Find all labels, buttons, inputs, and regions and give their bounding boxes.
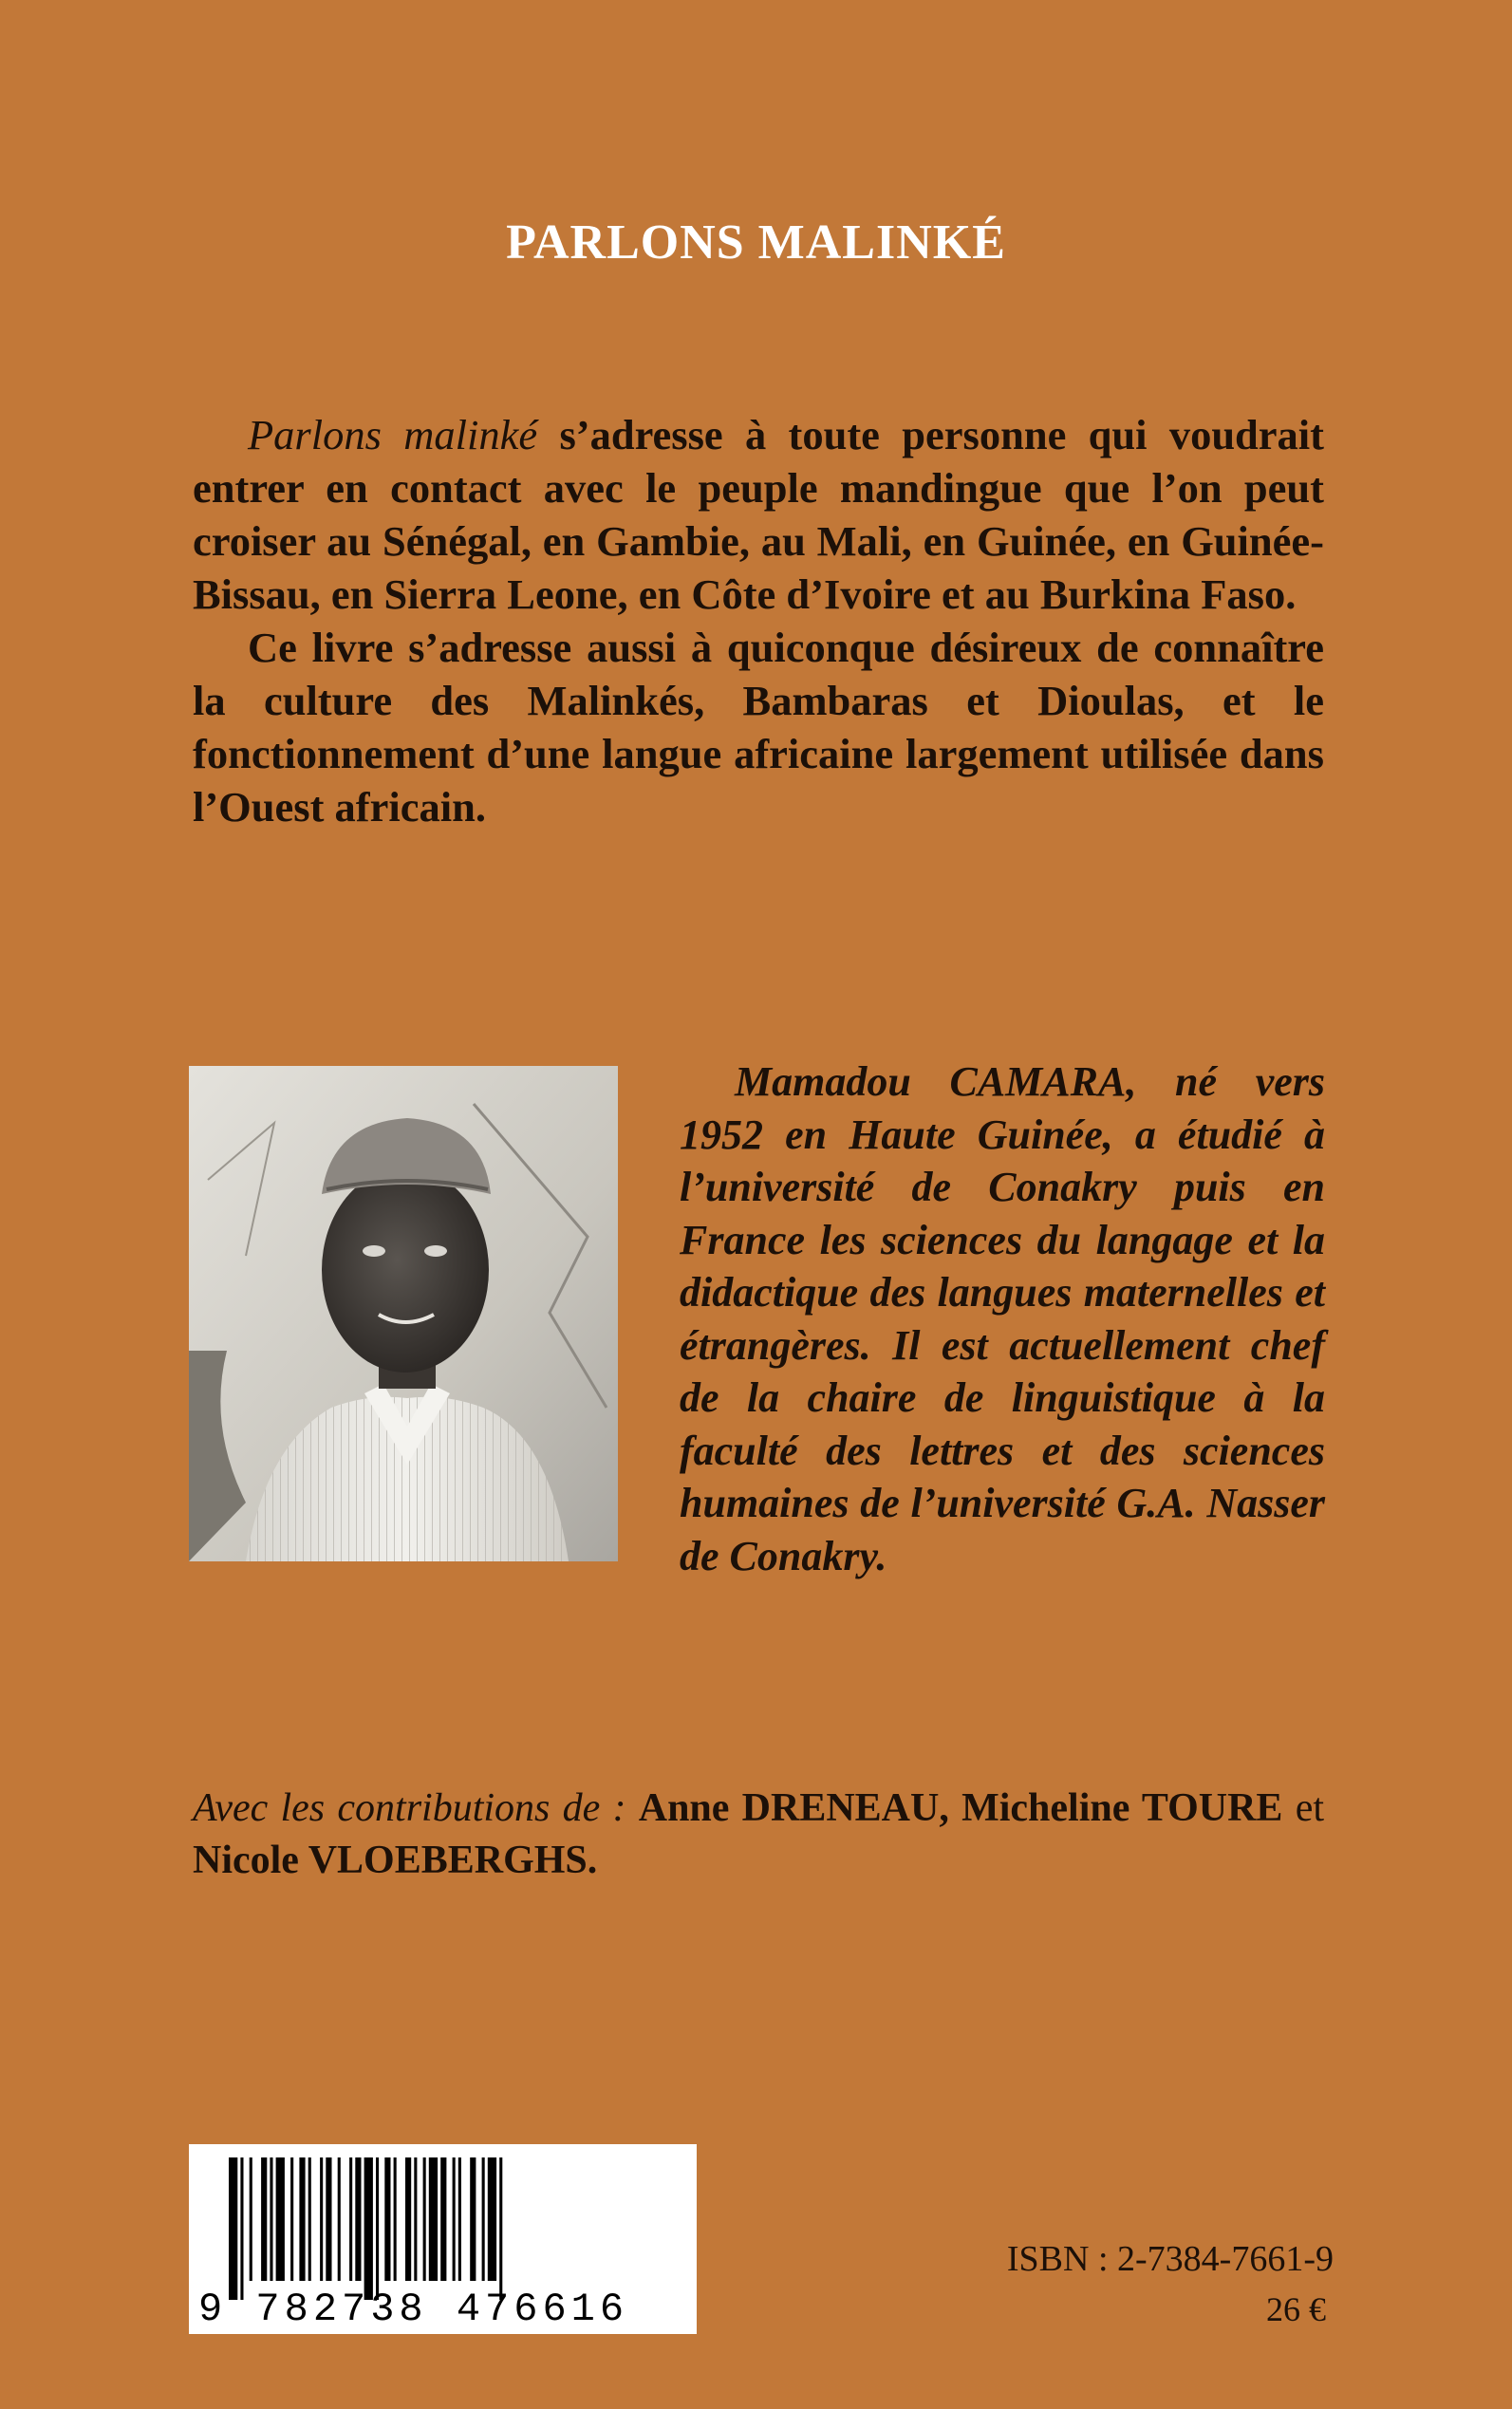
barcode-bar — [384, 2157, 390, 2281]
barcode-bar — [440, 2157, 446, 2281]
author-bio-text: Mamadou CAMARA, né vers 1952 en Haute Guinée, a étudié à l’université de Conakry puis en France les sciences du langage et la didactique des langues maternelles et étrangères. Il est actuellement chef de la chaire de linguistique à la faculté des lettres et des sciences humaines de l’université G.A. Nasser de Conakry. — [680, 1058, 1325, 1579]
barcode-bar — [423, 2157, 426, 2281]
barcode-bar — [488, 2157, 496, 2281]
barcode-bar — [270, 2157, 272, 2281]
barcode-bar — [429, 2157, 438, 2281]
blurb-paragraph-1 — [193, 408, 1324, 621]
barcode-bar — [470, 2157, 476, 2281]
barcode-bar — [308, 2157, 311, 2281]
barcode — [189, 2144, 697, 2334]
barcode-bar — [349, 2157, 352, 2281]
barcode-bar — [405, 2157, 411, 2281]
author-portrait-icon — [189, 1066, 618, 1561]
blurb-text-1: s’adresse à toute personne qui voudrait entrer en contact avec le peuple mandingue que l’on peut croiser au Sénégal, en Gambie, au Mali, en Guinée, en Guinée-Bissau, en Sierra Leone, en Côte d’Ivoire et au Burkina Faso. — [193, 411, 1324, 618]
barcode-bar — [320, 2157, 323, 2281]
barcode-bar — [376, 2157, 379, 2300]
barcode-bar — [394, 2157, 397, 2281]
book-blurb — [193, 408, 1324, 833]
contributor-2: Micheline TOURE — [961, 1786, 1283, 1830]
barcode-bar — [458, 2157, 461, 2281]
barcode-bar — [414, 2157, 417, 2281]
contributors — [193, 1783, 1324, 1887]
contributors-separator: et — [1295, 1786, 1324, 1830]
author-bio — [680, 1055, 1325, 1582]
blurb-title-ref: Parlons malinké — [248, 411, 538, 458]
contributor-3: Nicole VLOEBERGHS. — [193, 1839, 598, 1882]
barcode-bar — [276, 2157, 285, 2281]
barcode-bar — [453, 2157, 456, 2281]
author-photo — [189, 1066, 618, 1561]
barcode-bar — [364, 2157, 373, 2300]
barcode-bar — [261, 2157, 267, 2281]
barcode-bar — [482, 2157, 485, 2281]
barcode-bar — [250, 2157, 252, 2281]
barcode-bar — [240, 2157, 243, 2300]
barcode-bar — [290, 2157, 293, 2281]
book-title: PARLONS MALINKÉ — [506, 215, 1006, 270]
isbn: ISBN : 2-7384-7661-9 — [1006, 2239, 1334, 2279]
barcode-bar — [299, 2157, 305, 2281]
contributor-1: Anne DRENEAU, — [638, 1786, 949, 1830]
barcode-bar — [326, 2157, 331, 2281]
barcode-bar — [229, 2157, 237, 2300]
contributors-lead: Avec les contributions de : — [193, 1786, 626, 1830]
barcode-bar — [355, 2157, 361, 2281]
barcode-bar — [499, 2157, 502, 2300]
blurb-paragraph-2: Ce livre s’adresse aussi à quiconque désireux de connaître la culture des Malinkés, Bambaras et Dioulas, et le fonctionnement d’une langue africaine largement utilisée dans l’Ouest africain. — [193, 624, 1324, 831]
barcode-bar — [338, 2157, 341, 2281]
barcode-digits: 9 782738 476616 — [198, 2287, 629, 2332]
price: 26 € — [1266, 2290, 1326, 2328]
